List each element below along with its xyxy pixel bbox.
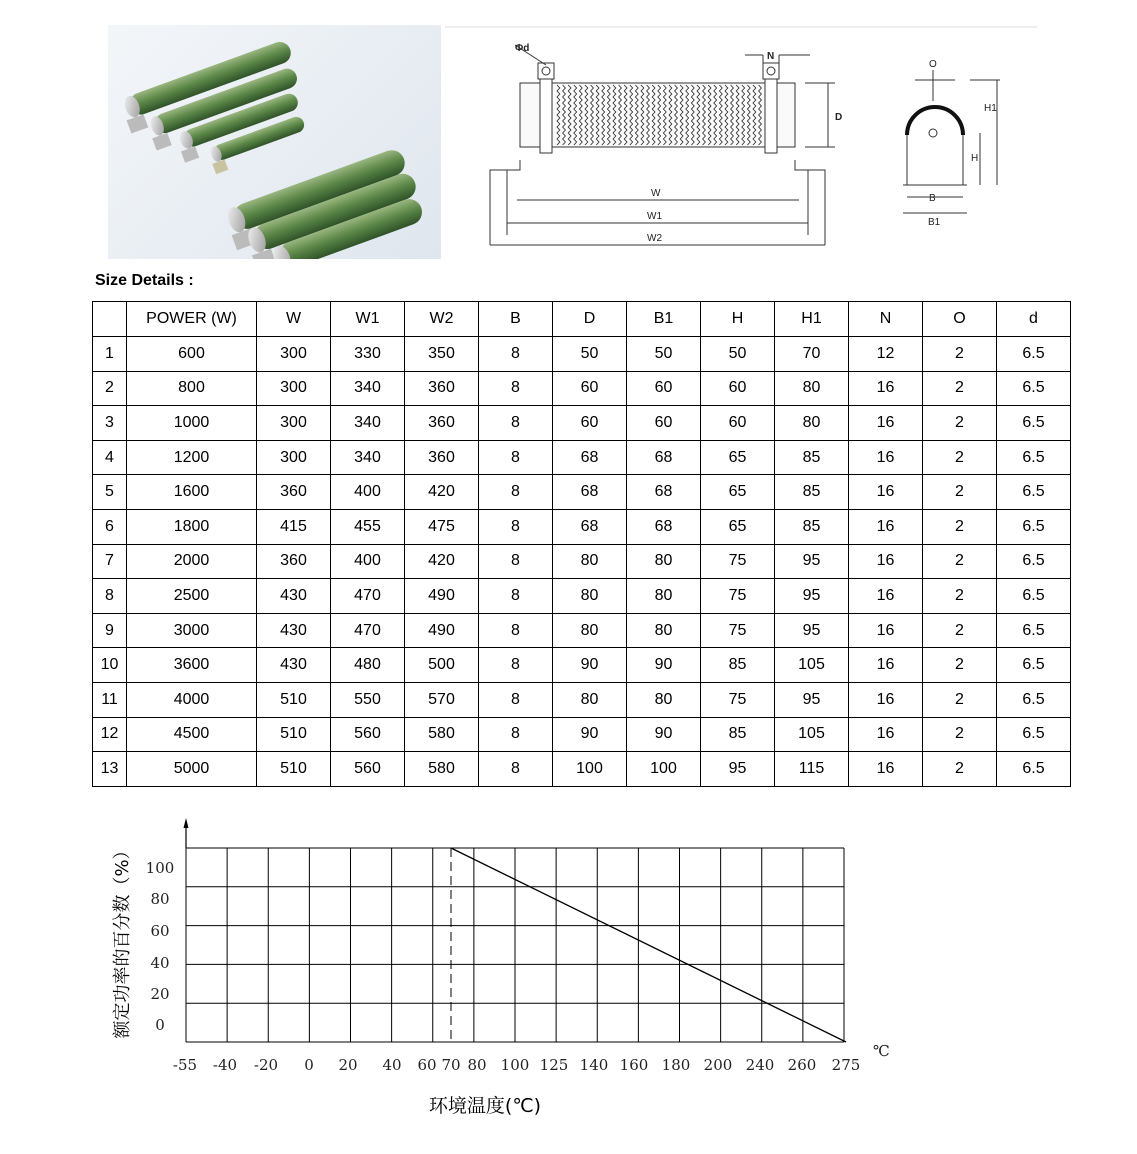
table-cell: 8	[479, 509, 553, 544]
table-cell: 580	[405, 717, 479, 752]
x-tick-label: 20	[338, 1056, 358, 1074]
table-row	[93, 475, 1071, 510]
table-cell: 2	[923, 648, 997, 683]
table-cell: 300	[257, 440, 331, 475]
table-row	[93, 579, 1071, 614]
b1-label: B1	[928, 217, 941, 228]
x-unit-label: ℃	[873, 1042, 890, 1060]
table-cell: 60	[701, 406, 775, 441]
header-w1: W1	[331, 302, 405, 337]
table-cell: 95	[775, 682, 849, 717]
table-cell: 360	[405, 406, 479, 441]
y-tick-label: 20	[150, 985, 170, 1003]
table-cell: 1600	[127, 475, 257, 510]
table-cell: 16	[849, 509, 923, 544]
table-cell: 80	[627, 544, 701, 579]
table-cell: 90	[553, 717, 627, 752]
table-cell: 16	[849, 682, 923, 717]
table-row	[93, 752, 1071, 787]
x-tick-label: -20	[253, 1056, 279, 1074]
table-cell: 2	[923, 337, 997, 372]
table-cell: 6.5	[997, 682, 1071, 717]
table-cell: 2	[923, 579, 997, 614]
table-cell: 430	[257, 579, 331, 614]
table-cell: 68	[627, 509, 701, 544]
table-cell: 80	[553, 613, 627, 648]
table-cell: 6.5	[997, 579, 1071, 614]
h1-label: H1	[984, 103, 997, 114]
phi-d-label: Φd	[515, 43, 530, 54]
table-cell: 340	[331, 371, 405, 406]
x-tick-label: 200	[703, 1056, 733, 1074]
x-tick-label: 40	[382, 1056, 402, 1074]
table-cell: 8	[479, 613, 553, 648]
table-cell: 2	[923, 717, 997, 752]
header-d: d	[997, 302, 1071, 337]
table-cell: 560	[331, 717, 405, 752]
table-cell: 70	[775, 337, 849, 372]
table-cell: 300	[257, 337, 331, 372]
table-cell: 115	[775, 752, 849, 787]
table-cell: 455	[331, 509, 405, 544]
table-row	[93, 648, 1071, 683]
table-cell: 75	[701, 579, 775, 614]
chart-grid	[184, 818, 845, 1042]
table-cell: 1	[93, 337, 127, 372]
table-cell: 68	[627, 475, 701, 510]
table-cell: 400	[331, 544, 405, 579]
table-cell: 85	[701, 648, 775, 683]
table-row	[93, 682, 1071, 717]
table-cell: 470	[331, 613, 405, 648]
table-cell: 8	[479, 371, 553, 406]
table-cell: 2	[923, 544, 997, 579]
table-cell: 510	[257, 717, 331, 752]
b-label: B	[929, 193, 936, 204]
header-d: D	[553, 302, 627, 337]
table-cell: 8	[479, 440, 553, 475]
table-cell: 2	[923, 371, 997, 406]
x-tick-label: 80	[467, 1056, 487, 1074]
table-cell: 95	[775, 579, 849, 614]
header-power-w: POWER (W)	[127, 302, 257, 337]
table-cell: 2	[923, 613, 997, 648]
table-cell: 65	[701, 509, 775, 544]
table-cell: 400	[331, 475, 405, 510]
table-cell: 65	[701, 440, 775, 475]
o-label: O	[929, 59, 937, 70]
table-row	[93, 371, 1071, 406]
table-cell: 4	[93, 440, 127, 475]
n-label: N	[767, 51, 775, 62]
y-tick-labels	[146, 859, 175, 1034]
table-cell: 340	[331, 406, 405, 441]
table-cell: 6.5	[997, 440, 1071, 475]
table-cell: 475	[405, 509, 479, 544]
w1-label: W1	[647, 211, 662, 222]
table-row	[93, 509, 1071, 544]
table-cell: 85	[775, 440, 849, 475]
table-cell: 570	[405, 682, 479, 717]
table-cell: 430	[257, 648, 331, 683]
table-cell: 6.5	[997, 717, 1071, 752]
table-cell: 6.5	[997, 613, 1071, 648]
table-cell: 8	[479, 648, 553, 683]
table-cell: 6.5	[997, 752, 1071, 787]
table-cell: 800	[127, 371, 257, 406]
table-cell: 80	[553, 682, 627, 717]
y-tick-label: 80	[150, 890, 170, 908]
h-label: H	[971, 153, 979, 164]
table-cell: 420	[405, 544, 479, 579]
table-cell: 80	[775, 406, 849, 441]
table-cell: 75	[701, 544, 775, 579]
resistor-dimension-icon	[445, 25, 1045, 263]
size-details-title: Size Details :	[95, 272, 194, 289]
table-cell: 16	[849, 371, 923, 406]
y-tick-label: 40	[150, 954, 170, 972]
table-cell: 2500	[127, 579, 257, 614]
header-index	[93, 302, 127, 337]
table-cell: 80	[627, 682, 701, 717]
x-tick-label: 240	[745, 1056, 775, 1074]
table-cell: 95	[775, 613, 849, 648]
table-cell: 490	[405, 579, 479, 614]
x-tick-label: 140	[579, 1056, 609, 1074]
table-cell: 2	[923, 475, 997, 510]
table-row	[93, 406, 1071, 441]
table-cell: 80	[775, 371, 849, 406]
table-cell: 16	[849, 613, 923, 648]
x-tick-label: 160	[619, 1056, 649, 1074]
table-cell: 90	[627, 717, 701, 752]
table-cell: 75	[701, 682, 775, 717]
table-cell: 3000	[127, 613, 257, 648]
table-cell: 6.5	[997, 337, 1071, 372]
table-cell: 6.5	[997, 509, 1071, 544]
table-cell: 95	[775, 544, 849, 579]
table-cell: 580	[405, 752, 479, 787]
table-cell: 5000	[127, 752, 257, 787]
table-cell: 16	[849, 717, 923, 752]
table-cell: 9	[93, 613, 127, 648]
table-cell: 100	[627, 752, 701, 787]
table-cell: 68	[553, 475, 627, 510]
table-row	[93, 544, 1071, 579]
table-cell: 90	[553, 648, 627, 683]
table-cell: 360	[405, 371, 479, 406]
derating-chart	[0, 810, 1137, 1150]
table-cell: 3600	[127, 648, 257, 683]
x-tick-label: -55	[172, 1056, 198, 1074]
header-n: N	[849, 302, 923, 337]
table-cell: 60	[553, 406, 627, 441]
table-cell: 6.5	[997, 648, 1071, 683]
table-cell: 4500	[127, 717, 257, 752]
table-cell: 12	[849, 337, 923, 372]
x-tick-label: 275	[831, 1056, 861, 1074]
table-cell: 8	[479, 475, 553, 510]
table-cell: 85	[701, 717, 775, 752]
table-cell: 16	[849, 475, 923, 510]
table-cell: 68	[553, 440, 627, 475]
table-cell: 360	[405, 440, 479, 475]
x-tick-label: 0	[304, 1056, 314, 1074]
table-row	[93, 337, 1071, 372]
x-tick-label: 260	[787, 1056, 817, 1074]
table-body	[93, 337, 1071, 787]
table-cell: 8	[479, 682, 553, 717]
table-cell: 16	[849, 406, 923, 441]
table-cell: 6.5	[997, 544, 1071, 579]
header-b1: B1	[627, 302, 701, 337]
y-tick-label: 0	[155, 1016, 165, 1034]
table-cell: 4000	[127, 682, 257, 717]
table-cell: 2	[923, 509, 997, 544]
derating-line	[451, 848, 846, 1042]
table-cell: 16	[849, 752, 923, 787]
x-axis-label: 环境温度(℃)	[428, 1095, 542, 1117]
table-cell: 105	[775, 648, 849, 683]
table-cell: 95	[701, 752, 775, 787]
table-cell: 100	[553, 752, 627, 787]
y-axis-label: 额定功率的百分数（%）	[112, 841, 133, 1039]
y-axis-arrowhead	[184, 818, 189, 828]
table-cell: 2000	[127, 544, 257, 579]
d-label: D	[835, 112, 843, 123]
table-cell: 1800	[127, 509, 257, 544]
table-cell: 90	[627, 648, 701, 683]
x-tick-labels	[173, 1056, 860, 1074]
table-cell: 8	[479, 337, 553, 372]
table-cell: 550	[331, 682, 405, 717]
table-cell: 330	[331, 337, 405, 372]
w-label: W	[651, 188, 661, 199]
product-photo	[108, 25, 441, 259]
header-h1: H1	[775, 302, 849, 337]
table-row	[93, 440, 1071, 475]
table-cell: 415	[257, 509, 331, 544]
table-cell: 6.5	[997, 406, 1071, 441]
resistor-photo-icon	[108, 25, 441, 259]
table-cell: 80	[553, 579, 627, 614]
table-cell: 13	[93, 752, 127, 787]
header-w: W	[257, 302, 331, 337]
table-cell: 5	[93, 475, 127, 510]
table-cell: 65	[701, 475, 775, 510]
table-cell: 60	[627, 371, 701, 406]
table-cell: 1000	[127, 406, 257, 441]
table-cell: 16	[849, 648, 923, 683]
x-tick-label: -40	[212, 1056, 238, 1074]
w2-label: W2	[647, 233, 662, 244]
size-details-table	[92, 301, 1071, 787]
table-cell: 3	[93, 406, 127, 441]
table-cell: 50	[627, 337, 701, 372]
dimension-drawing	[445, 25, 1045, 263]
table-cell: 6.5	[997, 475, 1071, 510]
table-cell: 11	[93, 682, 127, 717]
x-tick-label: 70	[441, 1056, 461, 1074]
header-o: O	[923, 302, 997, 337]
table-cell: 8	[479, 579, 553, 614]
table-cell: 7	[93, 544, 127, 579]
table-cell: 85	[775, 509, 849, 544]
table-cell: 8	[479, 752, 553, 787]
table-cell: 2	[923, 752, 997, 787]
table-cell: 500	[405, 648, 479, 683]
table-cell: 16	[849, 440, 923, 475]
chart-series	[451, 848, 846, 1042]
table-cell: 60	[627, 406, 701, 441]
table-cell: 60	[553, 371, 627, 406]
table-cell: 80	[627, 579, 701, 614]
table-cell: 85	[775, 475, 849, 510]
table-cell: 10	[93, 648, 127, 683]
table-cell: 8	[479, 717, 553, 752]
table-cell: 8	[93, 579, 127, 614]
table-cell: 68	[553, 509, 627, 544]
table-cell: 68	[627, 440, 701, 475]
table-cell: 16	[849, 579, 923, 614]
header-b: B	[479, 302, 553, 337]
table-cell: 8	[479, 406, 553, 441]
table-cell: 420	[405, 475, 479, 510]
table-cell: 80	[627, 613, 701, 648]
x-tick-label: 180	[661, 1056, 691, 1074]
x-tick-label: 125	[539, 1056, 569, 1074]
table-cell: 2	[93, 371, 127, 406]
table-cell: 60	[701, 371, 775, 406]
table-cell: 2	[923, 682, 997, 717]
header-w2: W2	[405, 302, 479, 337]
table-cell: 600	[127, 337, 257, 372]
table-cell: 105	[775, 717, 849, 752]
x-tick-label: 60	[417, 1056, 437, 1074]
header-h: H	[701, 302, 775, 337]
table-cell: 470	[331, 579, 405, 614]
header-row	[93, 302, 1071, 337]
table-cell: 340	[331, 440, 405, 475]
table-cell: 12	[93, 717, 127, 752]
table-cell: 6	[93, 509, 127, 544]
table-cell: 16	[849, 544, 923, 579]
table-cell: 430	[257, 613, 331, 648]
table-cell: 510	[257, 682, 331, 717]
table-cell: 490	[405, 613, 479, 648]
table-cell: 510	[257, 752, 331, 787]
table-cell: 80	[553, 544, 627, 579]
table-cell: 8	[479, 544, 553, 579]
table-cell: 75	[701, 613, 775, 648]
table-cell: 560	[331, 752, 405, 787]
table-cell: 300	[257, 371, 331, 406]
table-cell: 480	[331, 648, 405, 683]
y-tick-label: 100	[145, 859, 175, 877]
table-cell: 1200	[127, 440, 257, 475]
table-cell: 350	[405, 337, 479, 372]
y-tick-label: 60	[150, 922, 170, 940]
table-row	[93, 613, 1071, 648]
table-cell: 360	[257, 475, 331, 510]
table-cell: 2	[923, 406, 997, 441]
table-cell: 300	[257, 406, 331, 441]
x-tick-label: 100	[500, 1056, 530, 1074]
table-cell: 50	[701, 337, 775, 372]
table-row	[93, 717, 1071, 752]
table-cell: 360	[257, 544, 331, 579]
table-cell: 2	[923, 440, 997, 475]
table-cell: 6.5	[997, 371, 1071, 406]
table-header	[93, 302, 1071, 337]
table-cell: 50	[553, 337, 627, 372]
